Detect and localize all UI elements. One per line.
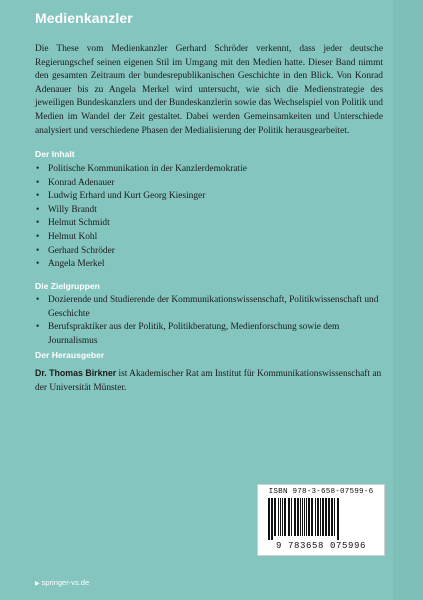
barcode-bar — [294, 498, 296, 536]
arrow-icon: ▶ — [35, 581, 40, 587]
book-title: Medienkanzler — [35, 10, 133, 26]
barcode-bar — [288, 498, 290, 536]
contents-item: • Angela Merkel — [35, 258, 385, 272]
barcode-bar — [317, 498, 319, 536]
barcode-digits: 9 783658 075996 — [275, 541, 366, 551]
editor-name: Dr. Thomas Birkner — [35, 368, 117, 378]
spine-strip — [393, 0, 423, 600]
barcode-bar — [328, 498, 330, 536]
barcode-bar — [320, 498, 321, 536]
barcode-bar — [282, 498, 283, 536]
isbn-label: ISBN 978-3-658-07599-6 — [268, 488, 374, 496]
website-link[interactable] — [35, 578, 89, 587]
contents-list — [35, 163, 385, 272]
audience-item: • Dozierende und Studierende der Kommunikationswissenschaft, Politikwissenschaft und Geschichte — [35, 294, 385, 321]
contents-item: • Helmut Schmidt — [35, 217, 385, 231]
barcode-bar — [337, 498, 339, 540]
barcode-bar — [308, 498, 310, 536]
barcode-bar — [304, 498, 305, 536]
contents-item: • Politische Kommunikation in der Kanzlerdemokratie — [35, 163, 385, 177]
barcode-bar — [311, 498, 313, 536]
audience-list — [35, 294, 385, 348]
intro-text: Die These vom Medienkanzler Gerhard Schröder verkennt, dass jeder deutsche Regierungschef seinen eigenen Stil im Umgang mit den Medien hatte. Dieser Band nimmt den gesamten Zeitraum der bundesrepublikanischen Geschichte in den Blick. Von Konrad Adenauer bis zu Angela Merkel wird untersucht, wie sich die Medienstrategie des jeweiligen Bundeskanzlers und der Bundeskanzlerin sowie das Wechselspiel von Politik und Medien im Wandel der Zeit gestaltet. Dabei werden Gemeinsamkeiten und Unterschiede analysiert und verschiedene Phasen der Medialisierung der Politik herausgearbeitet. — [35, 44, 383, 136]
barcode-bar — [331, 498, 333, 536]
barcode-bar — [322, 498, 324, 536]
audience-heading: Die Zielgruppen — [35, 281, 100, 291]
isbn-barcode — [257, 484, 385, 556]
barcode-bar — [280, 498, 281, 536]
editor-bio: ist Akademischer Rat am Institut für Kommunikationswissenschaft an der Universität Münster. — [35, 369, 382, 393]
barcode-bar — [302, 498, 303, 536]
barcode-bar — [278, 498, 279, 536]
barcode-bar — [274, 498, 276, 536]
website-text: springer-vs.de — [41, 578, 90, 587]
barcode-bar — [315, 498, 316, 536]
contents-item: • Ludwig Erhard und Kurt Georg Kiesinger — [35, 190, 385, 204]
barcode-bar — [268, 498, 270, 540]
editor-heading: Der Herausgeber — [35, 350, 105, 360]
contents-heading: Der Inhalt — [35, 149, 75, 159]
barcode-bar — [291, 498, 292, 536]
contents-item: • Konrad Adenauer — [35, 177, 385, 191]
barcode-bar — [300, 498, 301, 536]
editor-text — [35, 367, 383, 395]
barcode-bar — [297, 498, 299, 536]
barcode-bar — [325, 498, 327, 536]
barcode-bars — [266, 498, 376, 540]
contents-item: • Willy Brandt — [35, 204, 385, 218]
barcode-bar — [271, 498, 273, 540]
contents-item: • Gerhard Schröder — [35, 245, 385, 259]
barcode-bar — [334, 498, 335, 536]
audience-item: • Berufspraktiker aus der Politik, Politikberatung, Medienforschung sowie dem Journalismus — [35, 321, 385, 348]
barcode-bar — [284, 498, 286, 536]
contents-item: • Helmut Kohl — [35, 231, 385, 245]
barcode-bar — [306, 498, 307, 536]
